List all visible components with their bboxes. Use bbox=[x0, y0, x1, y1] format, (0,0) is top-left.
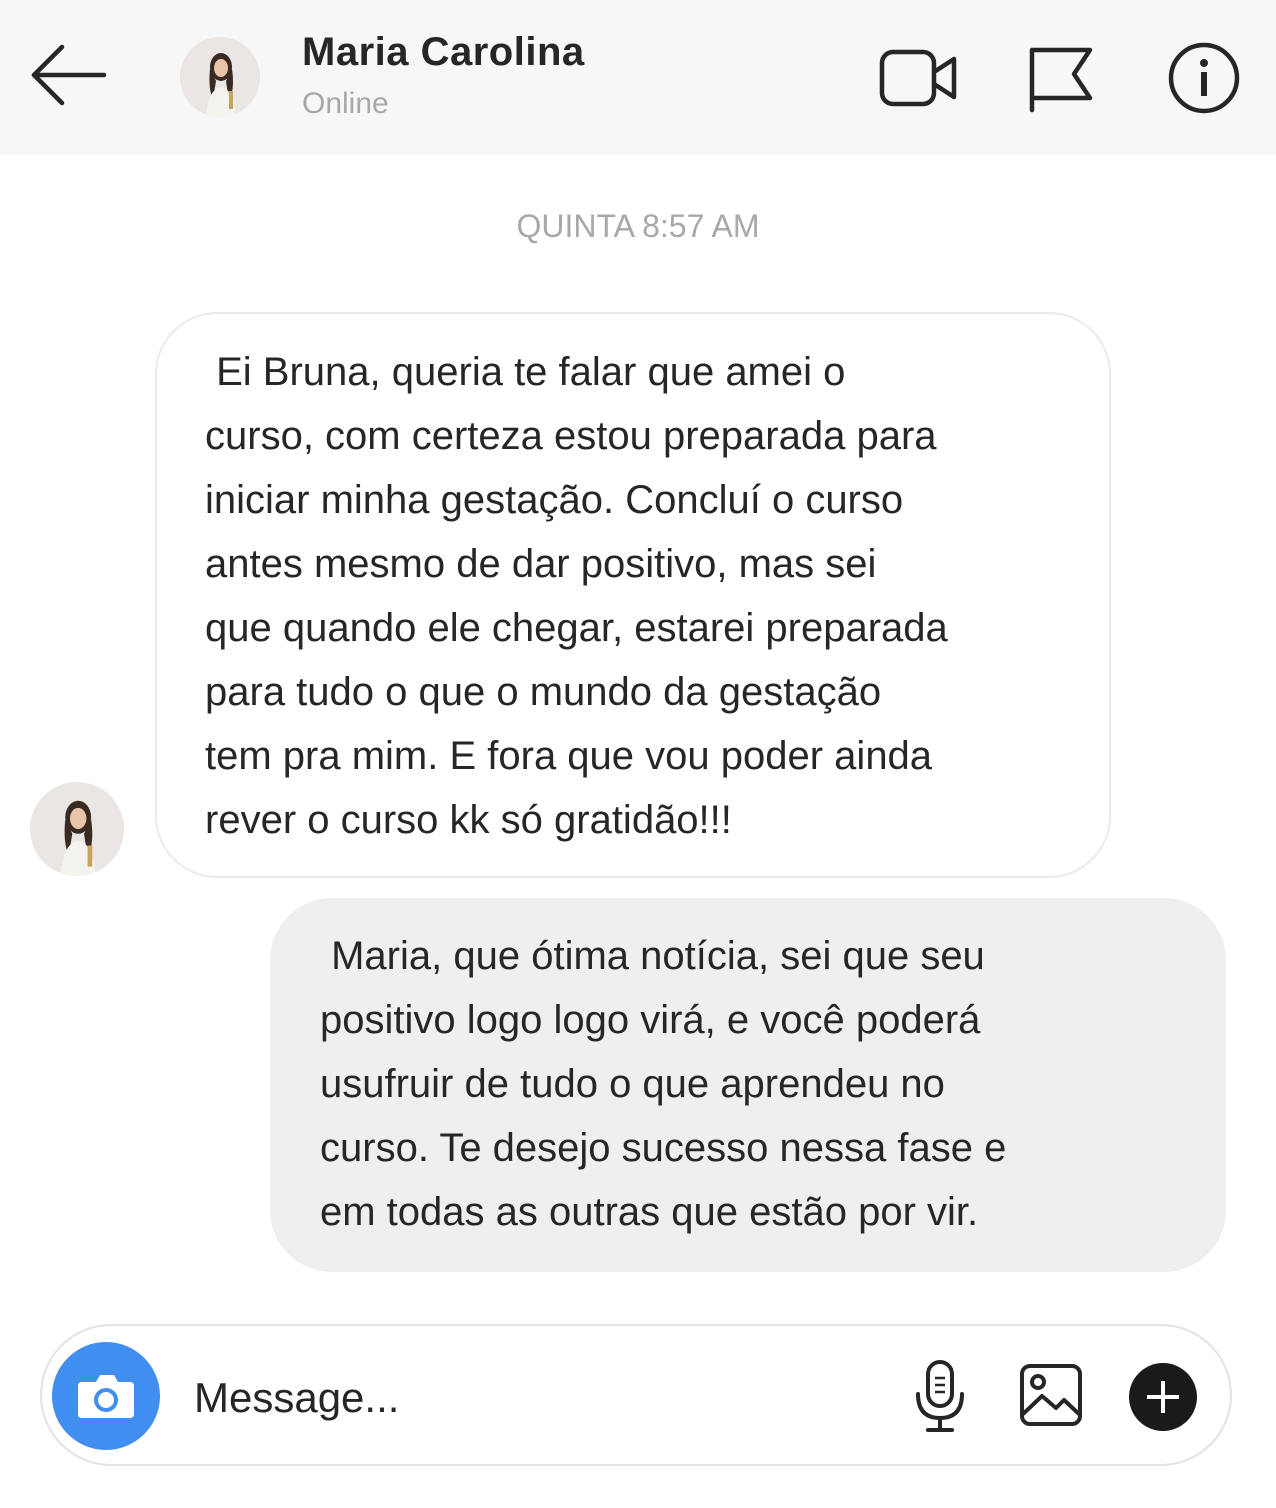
contact-status: Online bbox=[302, 87, 389, 120]
contact-avatar[interactable] bbox=[180, 37, 260, 117]
back-button[interactable] bbox=[28, 40, 110, 110]
contact-name[interactable]: Maria Carolina bbox=[302, 30, 585, 74]
avatar-photo bbox=[30, 782, 124, 876]
gallery-button[interactable] bbox=[1018, 1362, 1084, 1428]
flag-icon bbox=[1024, 42, 1096, 114]
camera-icon bbox=[52, 1342, 160, 1450]
arrow-left-icon bbox=[28, 40, 110, 110]
chat-header bbox=[0, 0, 1276, 155]
info-icon bbox=[1166, 40, 1242, 116]
incoming-message-bubble[interactable]: Ei Bruna, queria te falar que amei o curso, com certeza estou preparada para iniciar minha gestação. Concluí o curso antes mesmo de dar positivo, mas sei que quando ele chegar, estarei preparada para tudo o que o mundo da gestação tem pra mim. E fora que vou poder ainda rever o curso kk só gratidão!!! bbox=[155, 312, 1111, 878]
outgoing-message-bubble[interactable]: Maria, que ótima notícia, sei que seu positivo logo logo virá, e você poderá usufruir de tudo o que aprendeu no curso. Te desejo sucesso nessa fase e em todas as outras que estão por vir. bbox=[270, 898, 1226, 1272]
microphone-button[interactable] bbox=[910, 1358, 970, 1434]
plus-icon bbox=[1128, 1362, 1198, 1432]
add-attachment-button[interactable] bbox=[1128, 1362, 1198, 1432]
camera-button[interactable] bbox=[52, 1342, 160, 1450]
report-button[interactable] bbox=[1024, 42, 1096, 114]
message-input[interactable] bbox=[194, 1366, 884, 1430]
message-timestamp: QUINTA 8:57 AM bbox=[516, 208, 760, 244]
info-button[interactable] bbox=[1166, 40, 1242, 116]
microphone-icon bbox=[910, 1358, 970, 1434]
video-call-icon bbox=[878, 46, 960, 110]
image-icon bbox=[1018, 1362, 1084, 1428]
avatar-photo bbox=[180, 37, 260, 117]
video-call-button[interactable] bbox=[878, 46, 960, 110]
sender-avatar[interactable] bbox=[30, 782, 124, 876]
